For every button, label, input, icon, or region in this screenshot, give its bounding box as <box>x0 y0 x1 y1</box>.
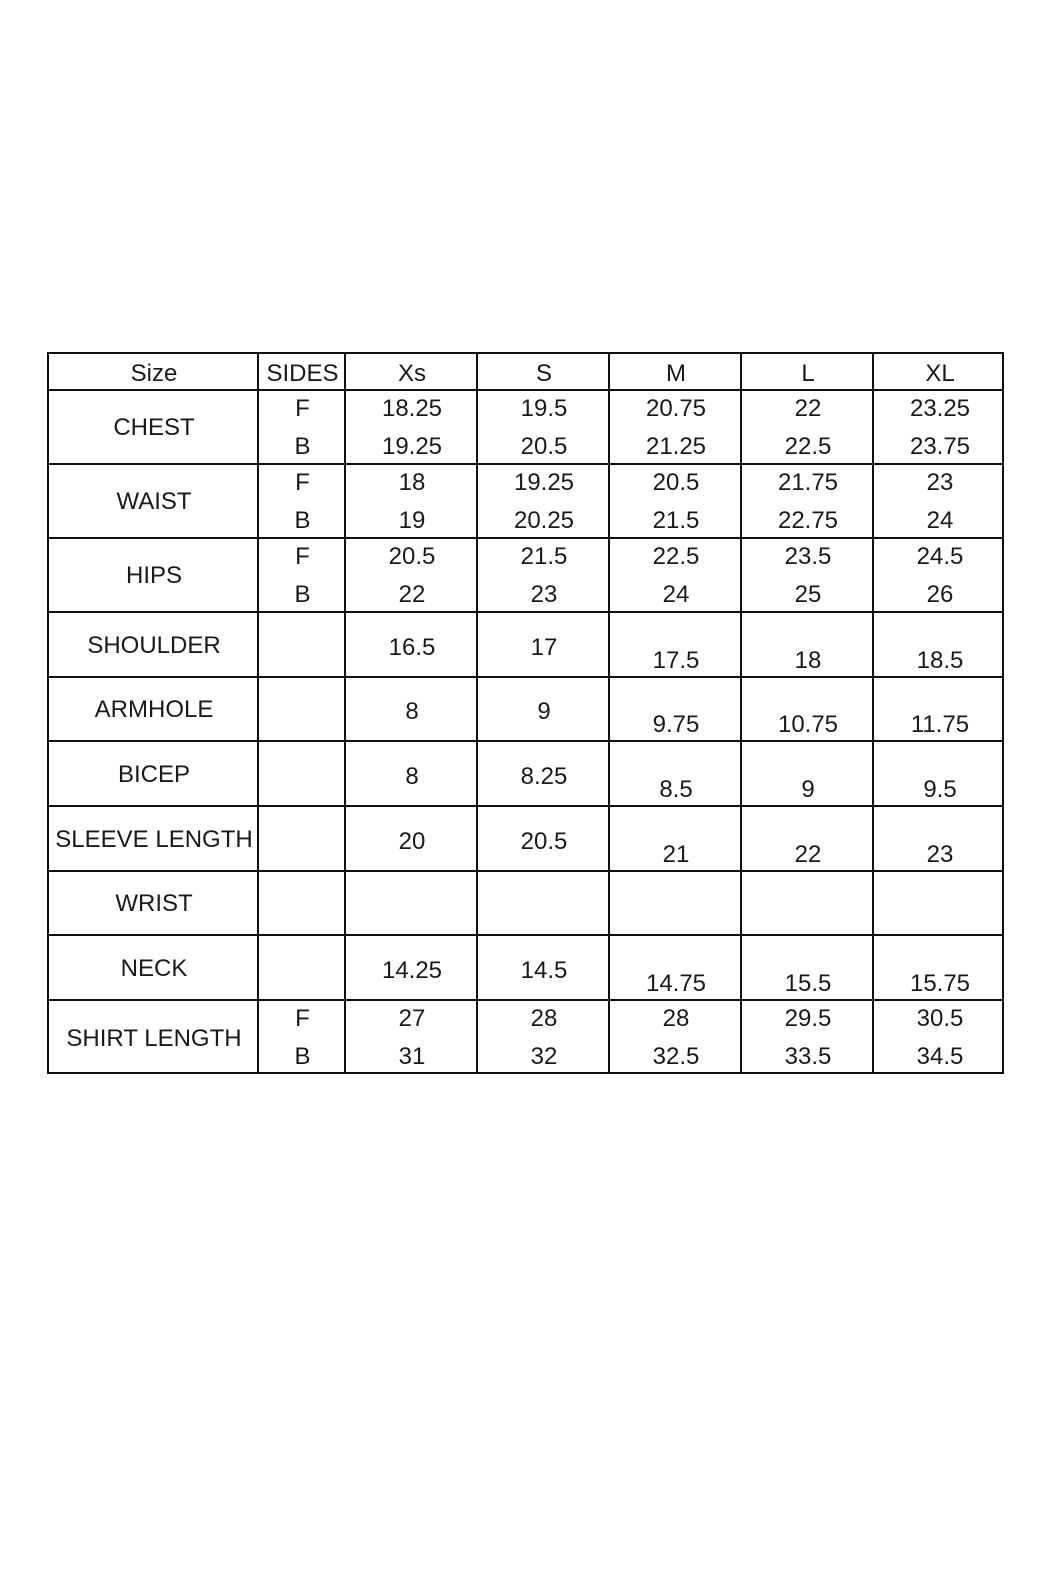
measure-chest: CHEST <box>113 414 195 441</box>
side-front: F <box>295 469 310 496</box>
measure-shoulder: SHOULDER <box>87 631 221 659</box>
row-divider <box>49 934 1002 936</box>
value-shirt-length-front: 27 <box>398 1005 426 1032</box>
value-hips-front: 23.5 <box>784 543 832 570</box>
value-chest-back: 21.25 <box>645 433 707 460</box>
column-divider <box>872 354 874 1072</box>
row-divider <box>49 805 1002 807</box>
size-chart-table <box>47 352 1004 1074</box>
value-hips-front: 22.5 <box>652 543 700 570</box>
value-chest-back: 23.75 <box>909 433 971 460</box>
measure-hips: HIPS <box>125 562 183 589</box>
value-sleeve-length: 23 <box>926 840 954 868</box>
side-front: F <box>295 543 310 570</box>
value-chest-front: 18.25 <box>381 395 443 422</box>
value-armhole: 9.75 <box>652 711 700 738</box>
value-neck: 14.75 <box>645 969 707 997</box>
value-neck: 15.75 <box>909 969 971 997</box>
value-hips-back: 23 <box>530 581 558 608</box>
measure-bicep: BICEP <box>117 760 191 788</box>
row-divider <box>49 389 1002 391</box>
value-hips-back: 22 <box>398 581 426 608</box>
row-divider <box>49 611 1002 613</box>
column-divider <box>608 354 610 1072</box>
measure-sleeve-length: SLEEVE LENGTH <box>55 825 253 853</box>
value-shoulder: 18.5 <box>916 646 964 674</box>
header-size-xl: XL <box>925 360 955 387</box>
header-size: Size <box>130 360 178 387</box>
value-chest-back: 22.5 <box>784 433 832 460</box>
side-front: F <box>295 395 310 422</box>
value-armhole: 11.75 <box>910 711 970 738</box>
value-shirt-length-front: 28 <box>662 1005 690 1032</box>
side-back: B <box>294 507 311 534</box>
value-shirt-length-front: 28 <box>530 1005 558 1032</box>
value-hips-back: 24 <box>662 581 690 608</box>
row-divider <box>49 463 1002 465</box>
value-shirt-length-front: 30.5 <box>916 1005 964 1032</box>
value-chest-back: 19.25 <box>381 433 443 460</box>
value-hips-back: 26 <box>926 581 954 608</box>
value-chest-front: 23.25 <box>909 395 971 422</box>
measure-neck: NECK <box>120 954 188 982</box>
value-shoulder: 18 <box>794 646 822 674</box>
value-waist-back: 20.25 <box>513 507 575 534</box>
value-waist-back: 22.75 <box>777 507 839 534</box>
value-bicep: 8.25 <box>520 762 568 790</box>
value-waist-front: 20.5 <box>652 469 700 496</box>
side-back: B <box>294 1043 311 1070</box>
header-size-m: M <box>666 360 686 387</box>
value-shoulder: 17 <box>530 633 558 661</box>
value-sleeve-length: 22 <box>794 840 822 868</box>
value-shoulder: 17.5 <box>652 646 700 674</box>
value-sleeve-length: 20.5 <box>520 827 568 855</box>
value-shirt-length-front: 29.5 <box>784 1005 832 1032</box>
row-divider <box>49 676 1002 678</box>
column-divider <box>344 354 346 1072</box>
value-waist-back: 21.5 <box>652 507 700 534</box>
value-shirt-length-back: 32 <box>530 1043 558 1070</box>
row-divider <box>49 870 1002 872</box>
value-bicep: 9 <box>801 775 815 803</box>
value-shirt-length-back: 33.5 <box>784 1043 832 1070</box>
value-bicep: 8.5 <box>659 775 693 803</box>
column-divider <box>740 354 742 1072</box>
value-hips-back: 25 <box>794 581 822 608</box>
value-bicep: 9.5 <box>923 775 957 803</box>
value-hips-front: 21.5 <box>520 543 568 570</box>
measure-armhole: ARMHOLE <box>94 696 214 723</box>
row-divider <box>49 740 1002 742</box>
measure-waist: WAIST <box>116 488 192 515</box>
value-chest-front: 20.75 <box>645 395 707 422</box>
header-sides: SIDES <box>266 360 339 387</box>
value-waist-front: 23 <box>926 469 954 496</box>
value-hips-front: 20.5 <box>388 543 436 570</box>
value-neck: 14.25 <box>381 956 443 984</box>
column-divider <box>476 354 478 1072</box>
row-divider <box>49 999 1002 1001</box>
value-armhole: 8 <box>405 698 419 725</box>
value-neck: 15.5 <box>784 969 832 997</box>
value-waist-front: 18 <box>398 469 426 496</box>
value-shirt-length-back: 32.5 <box>652 1043 700 1070</box>
value-waist-back: 19 <box>398 507 426 534</box>
value-hips-front: 24.5 <box>916 543 964 570</box>
measure-shirt-length: SHIRT LENGTH <box>66 1024 242 1052</box>
value-sleeve-length: 20 <box>398 827 426 855</box>
column-divider <box>257 354 259 1072</box>
value-chest-front: 22 <box>794 395 822 422</box>
value-armhole: 10.75 <box>777 711 839 738</box>
value-bicep: 8 <box>405 762 419 790</box>
value-shirt-length-back: 34.5 <box>916 1043 964 1070</box>
header-size-l: L <box>801 360 815 387</box>
row-divider <box>49 537 1002 539</box>
value-shoulder: 16.5 <box>388 633 436 661</box>
side-front: F <box>295 1005 310 1032</box>
value-waist-front: 19.25 <box>513 469 575 496</box>
value-sleeve-length: 21 <box>662 840 690 868</box>
value-chest-front: 19.5 <box>520 395 568 422</box>
value-waist-back: 24 <box>926 507 954 534</box>
side-back: B <box>294 433 311 460</box>
value-neck: 14.5 <box>520 956 568 984</box>
value-shirt-length-back: 31 <box>398 1043 426 1070</box>
side-back: B <box>294 581 311 608</box>
header-size-xs: Xs <box>397 360 427 387</box>
measure-wrist: WRIST <box>115 890 193 917</box>
value-waist-front: 21.75 <box>777 469 839 496</box>
value-armhole: 9 <box>537 698 551 725</box>
value-chest-back: 20.5 <box>520 433 568 460</box>
header-size-s: S <box>535 360 553 387</box>
